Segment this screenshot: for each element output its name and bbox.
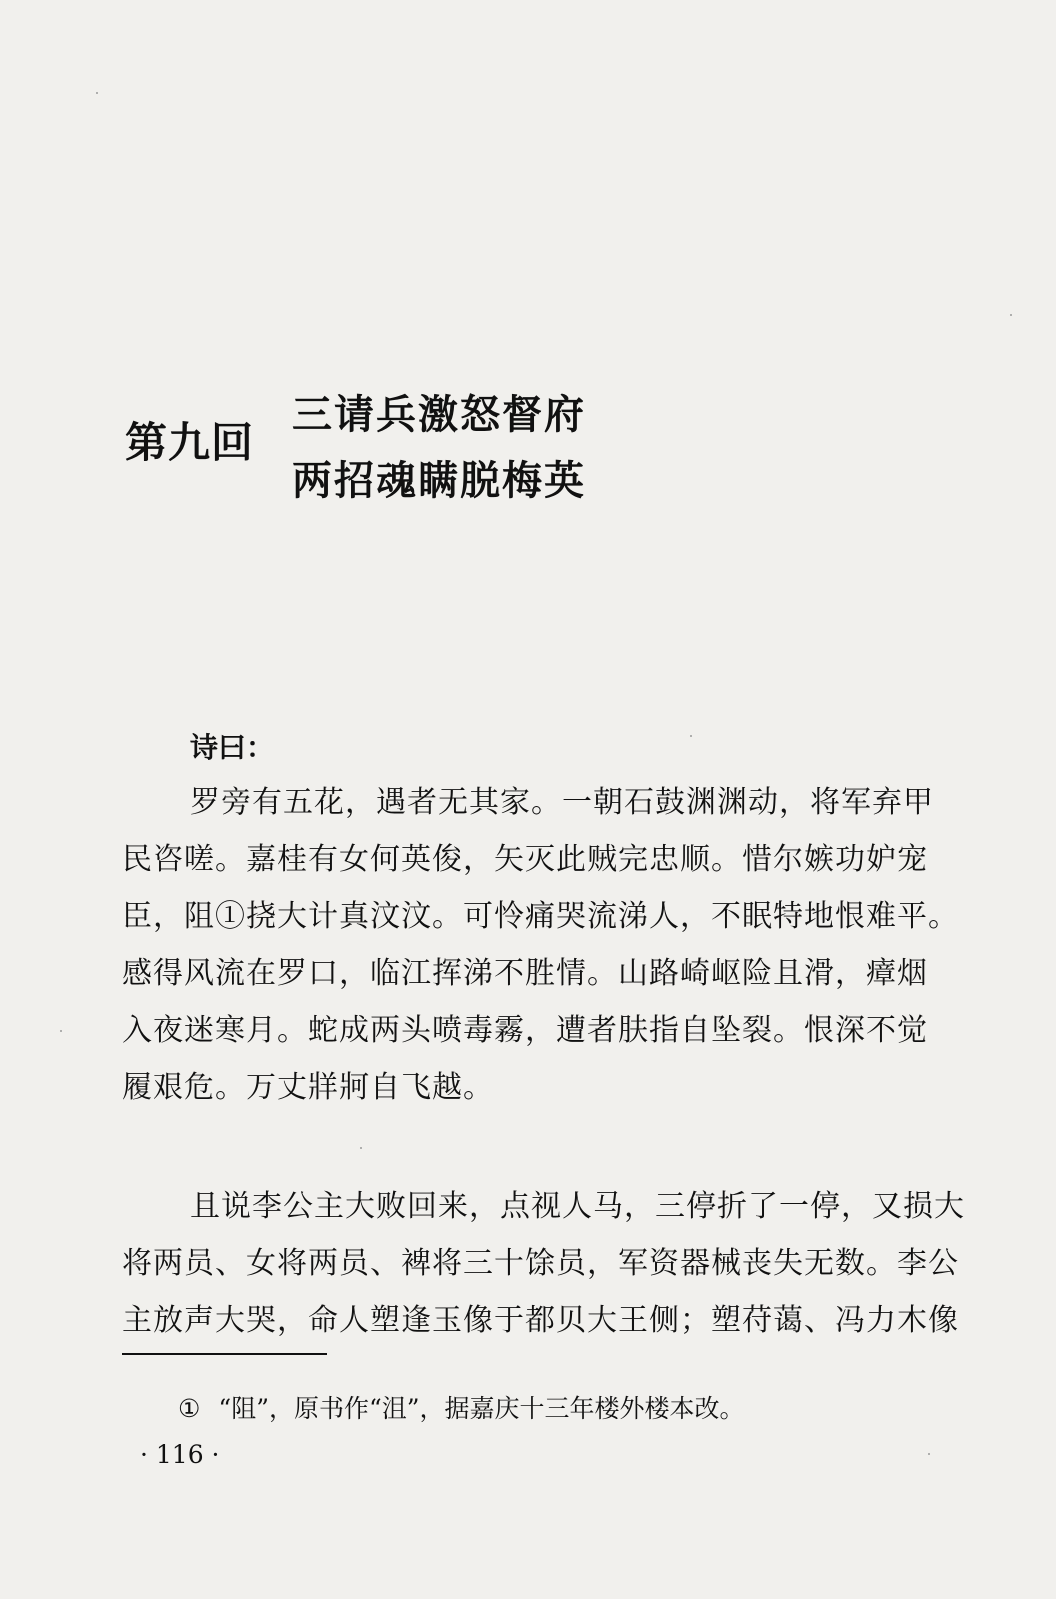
- poem-label: 诗曰：: [190, 731, 275, 764]
- chapter-title-line-1: 三请兵激怒督府: [292, 392, 586, 438]
- prose-line: 主放声大哭，命人塑逢玉像于都贝大王侧；塑苻蔼、冯力木像: [122, 1303, 959, 1338]
- prose-body: [122, 1178, 965, 1349]
- scan-speck: [928, 1453, 930, 1455]
- poem-line: 入夜迷寒月。蛇成两头喷毒霧，遭者肤指自坠裂。恨深不觉: [122, 1013, 928, 1048]
- footnote: [178, 1392, 745, 1426]
- scan-speck: [690, 735, 692, 737]
- chapter-title: [292, 382, 586, 514]
- prose-line: 将两员、女将两员、裨将三十馀员，军资器械丧失无数。李公: [122, 1246, 959, 1281]
- poem-line: 臣，阻①挠大计真汶汶。可怜痛哭流涕人，不眠特地恨难平。: [122, 899, 959, 934]
- prose-line: 且说李公主大败回来，点视人马，三停折了一停，又损大: [190, 1189, 965, 1224]
- footnote-divider: [122, 1353, 327, 1355]
- scan-speck: [1010, 314, 1012, 316]
- poem-body: [122, 774, 959, 1116]
- poem-line: 民咨嗟。嘉桂有女何英俊，矢灭此贼完忠顺。惜尔嫉功妒宠: [122, 842, 928, 877]
- scan-speck: [60, 1030, 62, 1032]
- chapter-title-line-2: 两招魂瞒脱梅英: [292, 458, 586, 504]
- footnote-text: “阻”，原书作“沮”，据嘉庆十三年楼外楼本改。: [218, 1394, 745, 1423]
- poem-line: 感得风流在罗口，临江挥涕不胜情。山路崎岖险且滑，瘴烟: [122, 956, 928, 991]
- poem-line: 履艰危。万丈牂牁自飞越。: [122, 1070, 494, 1105]
- poem-line: 罗旁有五花，遇者无其家。一朝石鼓渊渊动，将军弃甲: [190, 785, 934, 820]
- footnote-marker: ①: [178, 1394, 201, 1423]
- page-number: · 116 ·: [140, 1440, 220, 1469]
- scan-speck: [360, 1147, 362, 1149]
- scan-speck: [96, 92, 98, 94]
- chapter-number: 第九回: [125, 418, 255, 467]
